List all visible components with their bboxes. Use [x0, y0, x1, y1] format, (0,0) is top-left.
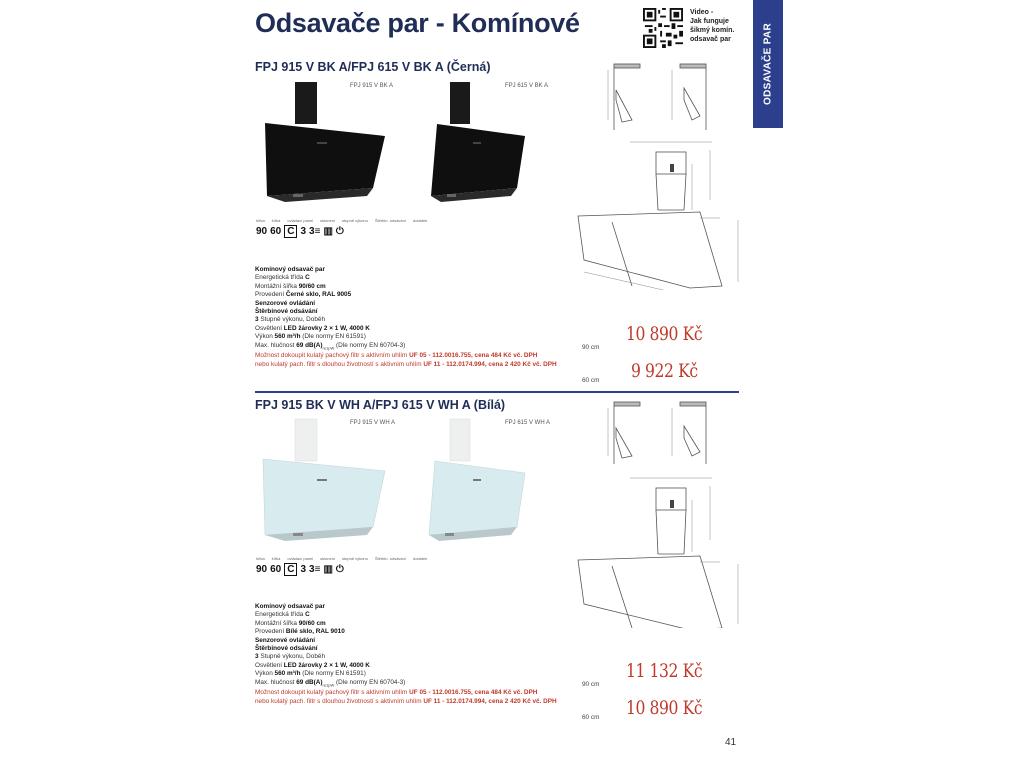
- energy-class-icon: C: [284, 563, 297, 576]
- model-label-60-black: FPJ 615 V BK A: [505, 83, 549, 89]
- size-90-black: 90 cm: [582, 344, 600, 351]
- price-90-white: 11 132 Kč: [626, 660, 703, 682]
- technical-drawing-white: [572, 398, 752, 628]
- slot-suction-icon: ▥: [323, 564, 333, 575]
- size-90-white: 90 cm: [582, 681, 600, 688]
- hood-images-white: [255, 415, 565, 550]
- size-60-black: 60 cm: [582, 377, 600, 384]
- qr-code[interactable]: [643, 8, 683, 48]
- width-60-icon: 60: [270, 564, 282, 575]
- model-label-90-white: FPJ 915 V WH A: [350, 420, 396, 426]
- power-stages-icon: 3≡: [309, 226, 321, 237]
- technical-drawing-black: [572, 60, 752, 290]
- section-divider: [255, 391, 739, 393]
- price-60-black: 9 922 Kč: [631, 360, 698, 382]
- section-title-black: FPJ 915 V BK A/FPJ 615 V BK A (Černá): [255, 60, 491, 74]
- hood-90-white: [263, 419, 385, 541]
- hood-60-black: [431, 82, 525, 202]
- size-60-white: 60 cm: [582, 714, 600, 721]
- side-tab-label: ODSAVAČE PAR: [762, 23, 774, 105]
- specs-white: Komínový odsavač par Energetická třída C Montážní šířka 90/60 cm Provedení Bílé sklo, RAL 9010 Senzorové ovládání Štěrbinové odsávání 3 Stupně výkonu, Doběh Osvětlení LED žárovky 2 × 1 W, 4000 K Výkon 560 m³/h (Dle normy EN 61591) Max. hlučnost 69 $dB(A)_{re1pW}$ (Dle normy EN 60704-3) Možnost dokoupit kulatý pachový filtr s aktivním uhlím UF 05 - 112.0016.755, cena 484 Kč vč. DPH nebo kulatý pach. filtr s dlouhou životností s aktivním uhlím UF 11 - 112.0174.994, cena 2 420 Kč vč. DPH: [255, 603, 557, 705]
- page-number: 41: [725, 737, 737, 748]
- section-title-white: FPJ 915 BK V WH A/FPJ 615 V WH A (Bílá): [255, 398, 506, 412]
- model-label-60-white: FPJ 615 V WH A: [505, 420, 551, 426]
- power-icon: ⏻: [335, 226, 344, 237]
- page-title: Odsavače par - Komínové: [255, 8, 580, 38]
- width-90-icon: 90: [256, 564, 268, 575]
- power-icon: ⏻: [335, 564, 344, 575]
- speeds-icon: 3: [300, 226, 307, 237]
- hood-60-white: [429, 419, 525, 541]
- qr-caption: Video - Jak funguje šikmý komín. odsavač par: [690, 9, 735, 43]
- slot-suction-icon: ▥: [323, 226, 333, 237]
- power-stages-icon: 3≡: [309, 564, 321, 575]
- feature-icons-white: šířka šířka ovládací panel sklonení stupně výkonu Štěrbin. odsávání dodatek 90 60 C 3 3≡ ▥ ⏻: [256, 556, 428, 575]
- side-tab[interactable]: [753, 0, 783, 128]
- price-60-white: 10 890 Kč: [626, 697, 703, 719]
- width-60-icon: 60: [270, 226, 282, 237]
- speeds-icon: 3: [300, 564, 307, 575]
- width-90-icon: 90: [256, 226, 268, 237]
- price-90-black: 10 890 Kč: [626, 323, 703, 345]
- hood-images-black: [255, 78, 565, 208]
- feature-icons-black: šířka šířka ovládací panel sklonení stupně výkonu Štěrbin. odsávání dodatek 90 60 C 3 3≡ ▥ ⏻: [256, 218, 428, 237]
- energy-class-icon: C: [284, 225, 297, 238]
- model-label-90-black: FPJ 915 V BK A: [350, 83, 394, 89]
- specs-black: Komínový odsavač par Energetická třída C Montážní šířka 90/60 cm Provedení Černé sklo, RAL 9005 Senzorové ovládání Štěrbinové odsávání 3 Stupně výkonu, Doběh Osvětlení LED žárovky 2 × 1 W, 4000 K Výkon 560 m³/h (Dle normy EN 61591) Max. hlučnost 69 $dB(A)_{re1pW}$ (Dle normy EN 60704-3) Možnost dokoupit kulatý pachový filtr s aktivním uhlím UF 05 - 112.0016.755, cena 484 Kč vč. DPH nebo kulatý pach. filtr s dlouhou životností s aktivním uhlím UF 11 - 112.0174.994, cena 2 420 Kč vč. DPH: [255, 266, 557, 368]
- hood-90-black: [265, 82, 385, 202]
